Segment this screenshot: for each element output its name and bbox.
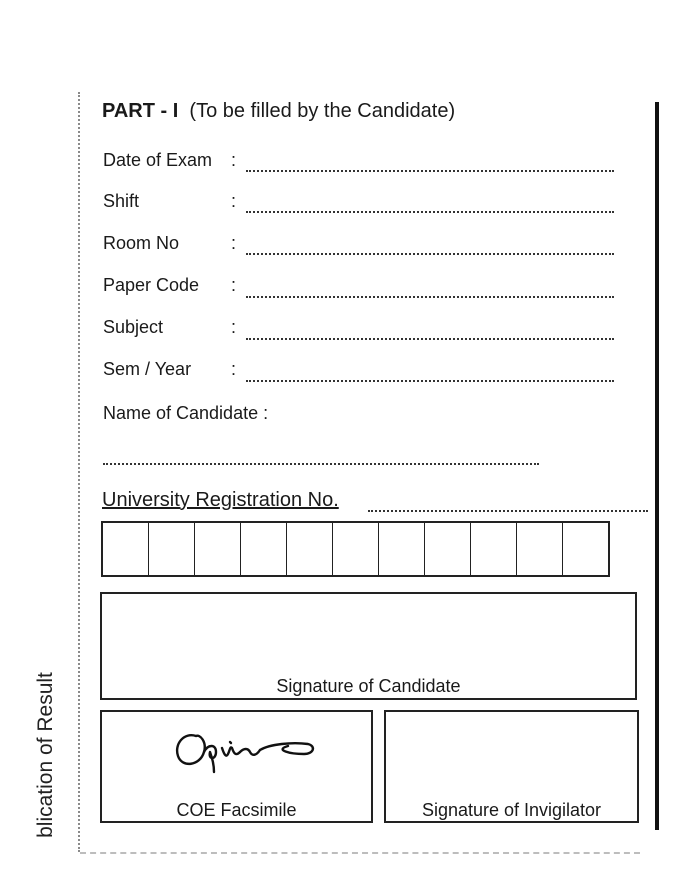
registration-box[interactable] [517, 523, 563, 575]
registration-box[interactable] [149, 523, 195, 575]
right-border-rule [655, 102, 659, 830]
margin-text-container [14, 652, 78, 857]
date-of-exam-label: Date of Exam [103, 150, 213, 170]
registration-box[interactable] [195, 523, 241, 575]
paper-code-label: Paper Code [103, 275, 200, 295]
name-of-candidate-field[interactable] [103, 463, 539, 465]
registration-box[interactable] [287, 523, 333, 575]
date-of-exam-colon: : [231, 150, 237, 170]
shift-field[interactable] [246, 211, 614, 213]
registration-box[interactable] [333, 523, 379, 575]
name-of-candidate-label: Name of Candidate : [103, 403, 269, 423]
registration-box[interactable] [103, 523, 149, 575]
registration-box[interactable] [241, 523, 287, 575]
invigilator-signature-label: Signature of Invigilator [421, 800, 602, 820]
perforation-line [78, 92, 80, 852]
bottom-perforation [80, 852, 640, 854]
sem-year-label: Sem / Year [103, 359, 192, 379]
part-label: PART - I [102, 100, 179, 122]
room-no-label: Room No [103, 233, 180, 253]
subject-label: Subject [103, 317, 164, 337]
paper-code-colon: : [231, 275, 237, 295]
room-no-colon: : [231, 233, 237, 253]
invigilator-signature-box[interactable] [384, 710, 639, 823]
registration-box[interactable] [471, 523, 517, 575]
subject-colon: : [231, 317, 237, 337]
registration-box[interactable] [425, 523, 471, 575]
registration-label: University Registration No. [102, 489, 339, 511]
room-no-field[interactable] [246, 253, 614, 255]
registration-box[interactable] [379, 523, 425, 575]
registration-box[interactable] [563, 523, 608, 575]
sem-year-colon: : [231, 359, 237, 379]
coe-signature-icon [170, 714, 325, 780]
candidate-signature-label: Signature of Candidate [276, 676, 461, 696]
registration-grid [101, 521, 610, 577]
paper-code-field[interactable] [246, 296, 614, 298]
shift-label: Shift [103, 191, 140, 211]
subject-field[interactable] [246, 338, 614, 340]
margin-text: blication of Result [34, 671, 57, 838]
sem-year-field[interactable] [246, 380, 614, 382]
candidate-signature-box[interactable] [100, 592, 637, 700]
registration-dots [368, 510, 648, 512]
form-title [102, 100, 455, 123]
form-subtitle: (To be filled by the Candidate) [189, 100, 456, 122]
shift-colon: : [231, 191, 237, 211]
coe-facsimile-label: COE Facsimile [176, 800, 297, 820]
date-of-exam-field[interactable] [246, 170, 614, 172]
